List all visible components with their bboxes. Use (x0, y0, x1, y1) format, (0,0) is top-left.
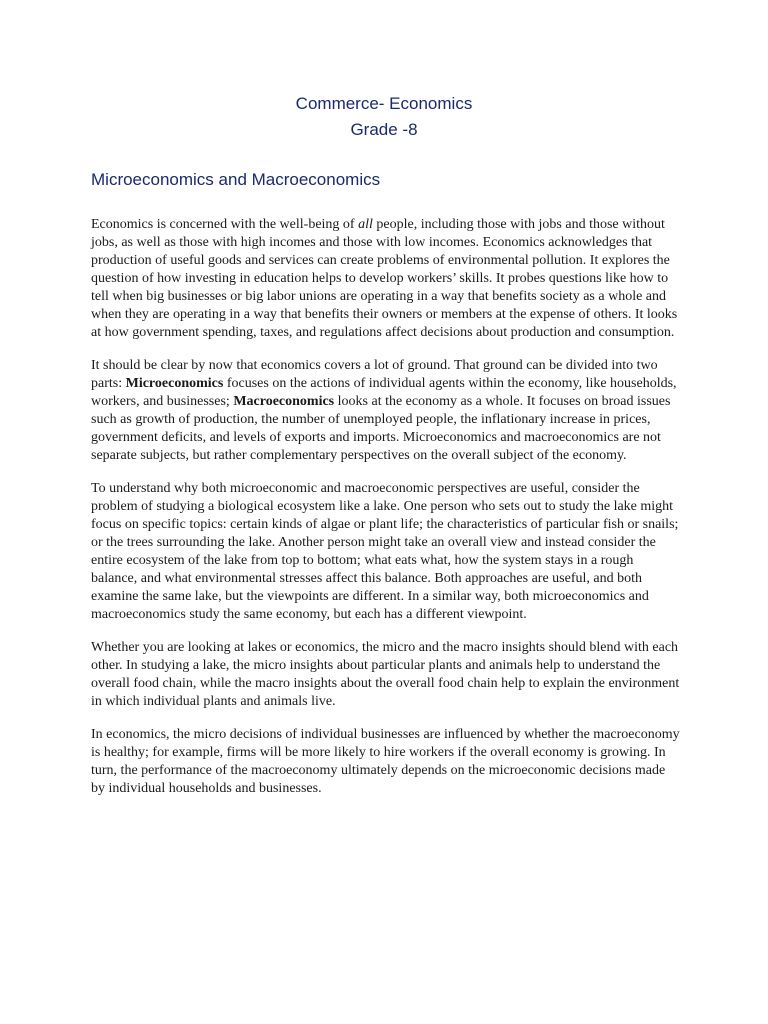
document-body (91, 216, 680, 813)
paragraph-4: Whether you are looking at lakes or economics, the micro and the macro insights should blend with each other. In studying a lake, the micro insights about particular plants and animals help to understand the overall food chain, while the macro insights about the overall food chain help to explain the environment in which individual plants and animals live. (91, 640, 680, 709)
section-heading: Microeconomics and Macroeconomics (91, 170, 381, 189)
paragraph-2-micro-text: focuses on the actions of individual agents within the economy, like households, workers, and businesses; (91, 376, 677, 409)
paragraph-3: To understand why both microeconomic and macroeconomic perspectives are useful, consider the problem of studying a biological ecosystem like a lake. One person who sets out to study the lake might focus on specific topics: certain kinds of algae or plant life; the characteristics of particular fish or snails; or the trees surrounding the lake. Another person might take an overall view and instead consider the entire ecosystem of the lake from top to bottom; what eats what, how the system stays in a rough balance, and what environmental stresses affect this balance. Both approaches are useful, and both examine the same lake, but the viewpoints are different. In a similar way, both microeconomics and macroeconomics study the same economy, but each has a different viewpoint. (91, 481, 679, 622)
paragraph-1 (91, 216, 680, 342)
document-grade: Grade -8 (350, 120, 418, 139)
document-title: Commerce- Economics (295, 94, 473, 113)
term-microeconomics: Microeconomics (125, 376, 224, 391)
paragraph-2 (91, 357, 680, 465)
paragraph-1-italic-all: all (358, 217, 373, 232)
paragraph-5: In economics, the micro decisions of individual businesses are influenced by whether the macroeconomy is healthy; for example, firms will be more likely to hire workers if the overall economy is growing. In turn, the performance of the macroeconomy ultimately depends on the microeconomic decisions made by individual households and businesses. (91, 727, 680, 796)
paragraph-2-macro-text: looks at the economy as a whole. It focuses on broad issues such as growth of production, the number of unemployed people, the inflationary increase in prices, government deficits, and levels of exports and imports. Microeconomics and macroeconomics are not separate subjects, but rather complementary perspectives on the overall subject of the economy. (91, 394, 671, 463)
paragraph-1-text-a: Economics is concerned with the well-being of (91, 217, 359, 232)
term-macroeconomics: Macroeconomics (233, 394, 335, 409)
paragraph-2-intro: It should be clear by now that economics covers a lot of ground. That ground can be divided into two parts: (91, 358, 658, 391)
paragraph-1-text-b: people, including those with jobs and those without jobs, as well as those with high incomes and those with low incomes. Economics acknowledges that production of useful goods and services can create problems of environmental pollution. It explores the question of how investing in education helps to develop workers’ skills. It probes questions like how to tell when big businesses or big labor unions are operating in a way that benefits society as a whole and when they are operating in a way that benefits their owners or members at the expense of others. It looks at how government spending, taxes, and regulations affect decisions about production and consumption. (91, 217, 678, 340)
